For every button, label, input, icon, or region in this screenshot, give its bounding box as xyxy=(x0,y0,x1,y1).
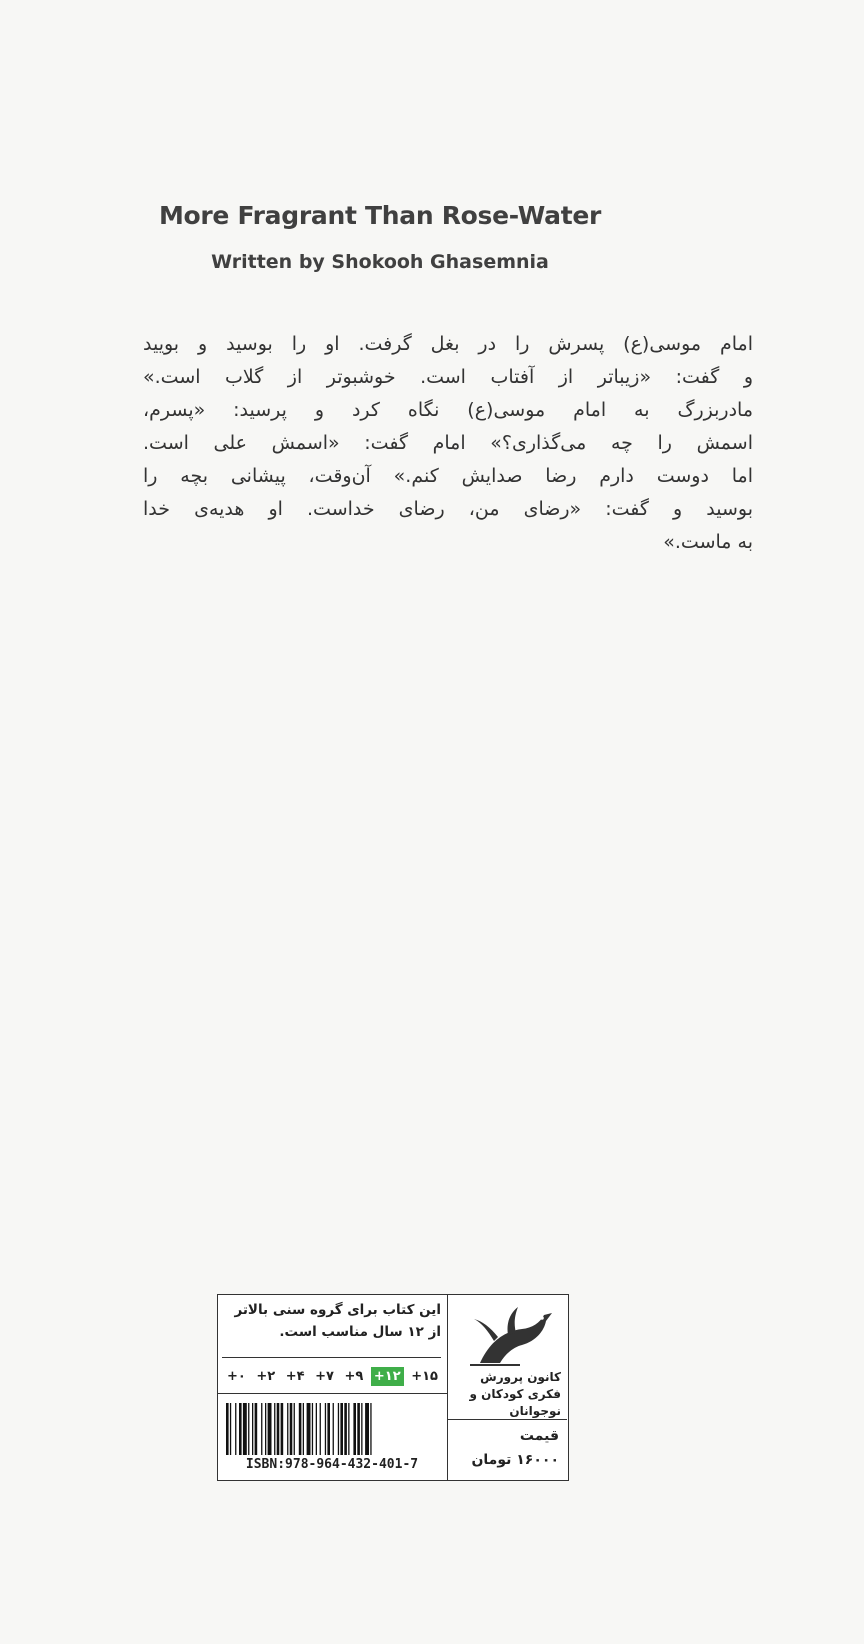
price-label: قیمت xyxy=(519,1428,559,1444)
price-value: ۱۶۰۰۰ تومان xyxy=(471,1452,559,1468)
isbn-number: ISBN:978-964-432-401-7 xyxy=(245,1457,419,1472)
summary-line: و گفت: «زیباتر از آفتاب است. خوشبوتر از گلاب است.» xyxy=(143,366,753,388)
summary-line: بوسید و گفت: «رضای من، رضای خداست. او هدیه‌ی خدا xyxy=(143,498,753,520)
age-group-scale xyxy=(218,1359,447,1394)
age-group-label: +۱۵ xyxy=(411,1368,438,1384)
age-recommendation: این کتاب برای گروه سنی بالاتر از ۱۲ سال مناسب است. xyxy=(222,1299,441,1358)
age-barcode-panel xyxy=(218,1295,448,1480)
publisher-name: کانون پرورش فکری کودکان و نوجوانان xyxy=(469,1370,561,1418)
barcode-icon xyxy=(226,1403,438,1455)
age-group-label: +۴ xyxy=(285,1368,305,1384)
price-section xyxy=(448,1419,567,1480)
age-group-label: +۹ xyxy=(344,1368,364,1384)
age-group-label: +۷ xyxy=(315,1368,334,1384)
age-group-label-active: +۱۲ xyxy=(371,1367,404,1386)
summary-line: به ماست.» xyxy=(663,531,753,553)
summary-line: امام موسی(ع) پسرش را در بغل گرفت. او را بوسید و بویید xyxy=(143,333,753,355)
summary-line: مادربزرگ به امام موسی(ع) نگاه کرد و پرسید: «پسرم، xyxy=(143,399,753,421)
summary-line: اما دوست دارم رضا صدایش کنم.» آن‌وقت، پیشانی بچه را xyxy=(143,465,753,487)
publisher-bird-logo-icon xyxy=(460,1301,558,1371)
book-author: Written by Shokooh Ghasemnia xyxy=(211,251,549,273)
book-title: More Fragrant Than Rose-Water xyxy=(158,201,602,230)
publisher-panel xyxy=(448,1295,567,1480)
summary-text xyxy=(143,328,753,559)
publisher-info-box xyxy=(217,1294,569,1481)
summary-line: اسمش را چه می‌گذاری؟» امام گفت: «اسمش علی است. xyxy=(143,432,753,454)
age-group-label: +۲ xyxy=(256,1368,276,1384)
age-group-label: +۰ xyxy=(227,1368,246,1384)
